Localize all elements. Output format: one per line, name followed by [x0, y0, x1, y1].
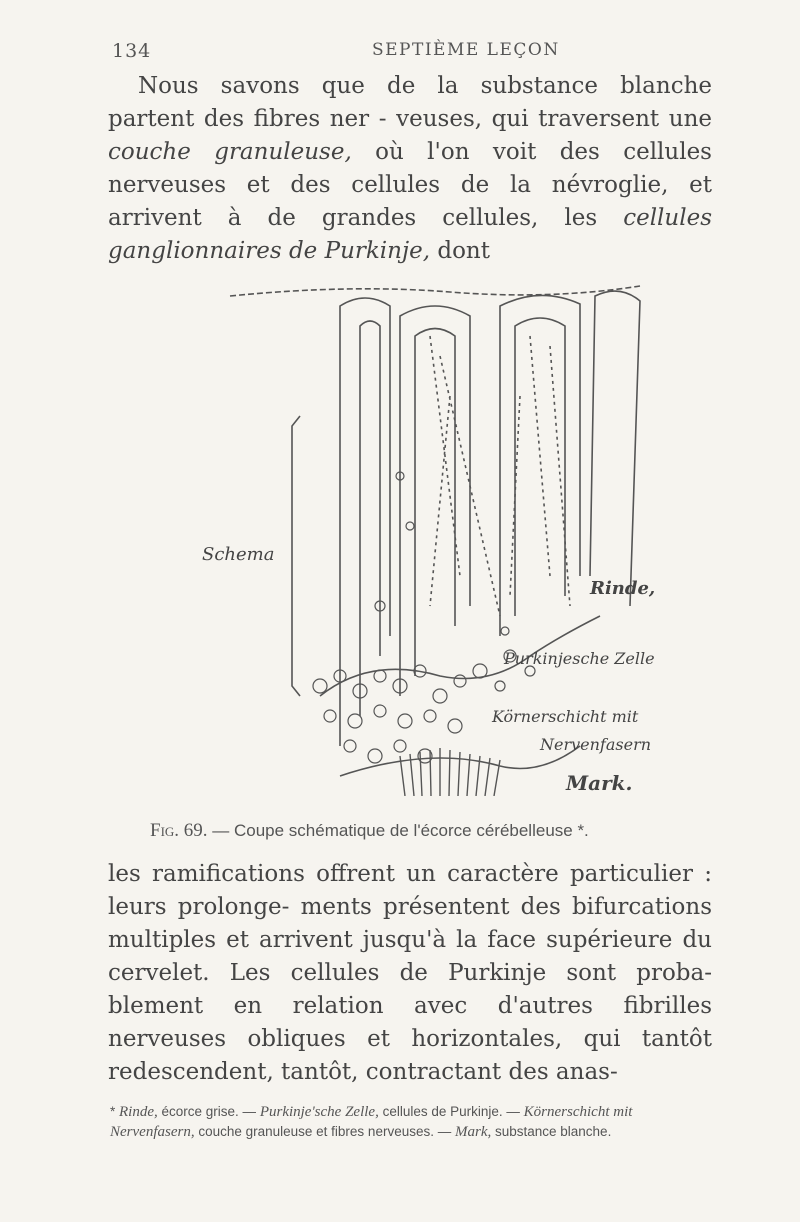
- footnote-term-mark: Mark,: [454, 1124, 492, 1140]
- paragraph-intro: [108, 70, 712, 268]
- fold-middle: [400, 306, 470, 696]
- footnote-def-mark: substance blanche.: [491, 1124, 612, 1139]
- figure-caption: [150, 820, 589, 842]
- footnote: [110, 1102, 712, 1142]
- paragraph-ramifications: les ramifications offrent un caractère particulier : leurs prolonge- ments présentent des bifurcations multiples et arrivent jusqu'à la face supérieure du cervelet. Les cellules de Purkinje sont proba- blement en relation avec d'autres fibrilles nerveuses obliques et horizontales, qui tantôt redescendent, tantôt, contractant des anas-: [108, 861, 712, 1085]
- running-title: SEPTIÈME LEÇON: [372, 40, 560, 60]
- footnote-def-korner: couche granuleuse et fibres nerveuses. —: [194, 1124, 455, 1139]
- label-nerven: Nervenfasern: [540, 735, 652, 754]
- label-rinde: Rinde,: [590, 578, 656, 599]
- footnote-marker: *: [110, 1104, 120, 1119]
- figure-cerebellar-cortex: [200, 276, 690, 796]
- label-schema: Schema: [202, 544, 275, 565]
- white-matter-fibres: [400, 748, 500, 796]
- label-korner: Körnerschicht mit: [492, 707, 639, 726]
- figure-drawing: [200, 276, 690, 796]
- label-mark: Mark.: [566, 771, 633, 795]
- fold-inner-left: [360, 321, 380, 716]
- footnote-term-rinde: Rinde,: [119, 1104, 158, 1120]
- term-couche-granuleuse: couche granuleuse,: [108, 139, 352, 165]
- footnote-term-korner: Körnerschicht mit Nervenfasern,: [110, 1104, 633, 1140]
- schema-bracket: [292, 416, 300, 696]
- term-cellules-purkinje: cellules ganglionnaires de Purkinje,: [108, 205, 712, 264]
- footnote-term-purkinje: Purkinje'sche Zelle,: [259, 1104, 379, 1120]
- fold-far-right: [590, 291, 640, 606]
- para1-text-c: dont: [430, 238, 490, 264]
- footnote-def-rinde: écorce grise. —: [157, 1104, 260, 1119]
- page-number: 134: [112, 40, 152, 62]
- figure-number: Fig. 69.: [150, 820, 208, 841]
- surface-line: [230, 286, 640, 296]
- para1-text-b: où l'on voit des cellules nerveuses et des cellules de la névroglie, et arrivent à de grandes cellules, les: [108, 139, 712, 231]
- fold-right-inner: [515, 318, 565, 616]
- caption-text: — Coupe schématique de l'écorce cérébelleuse *.: [207, 821, 589, 840]
- label-purkinje: Purkinjesche Zelle: [504, 649, 655, 668]
- para1-text-a: Nous savons que de la substance blanche partent des fibres ner - veuses, qui traversent une: [108, 73, 712, 132]
- footnote-def-purkinje: cellules de Purkinje. —: [378, 1104, 524, 1119]
